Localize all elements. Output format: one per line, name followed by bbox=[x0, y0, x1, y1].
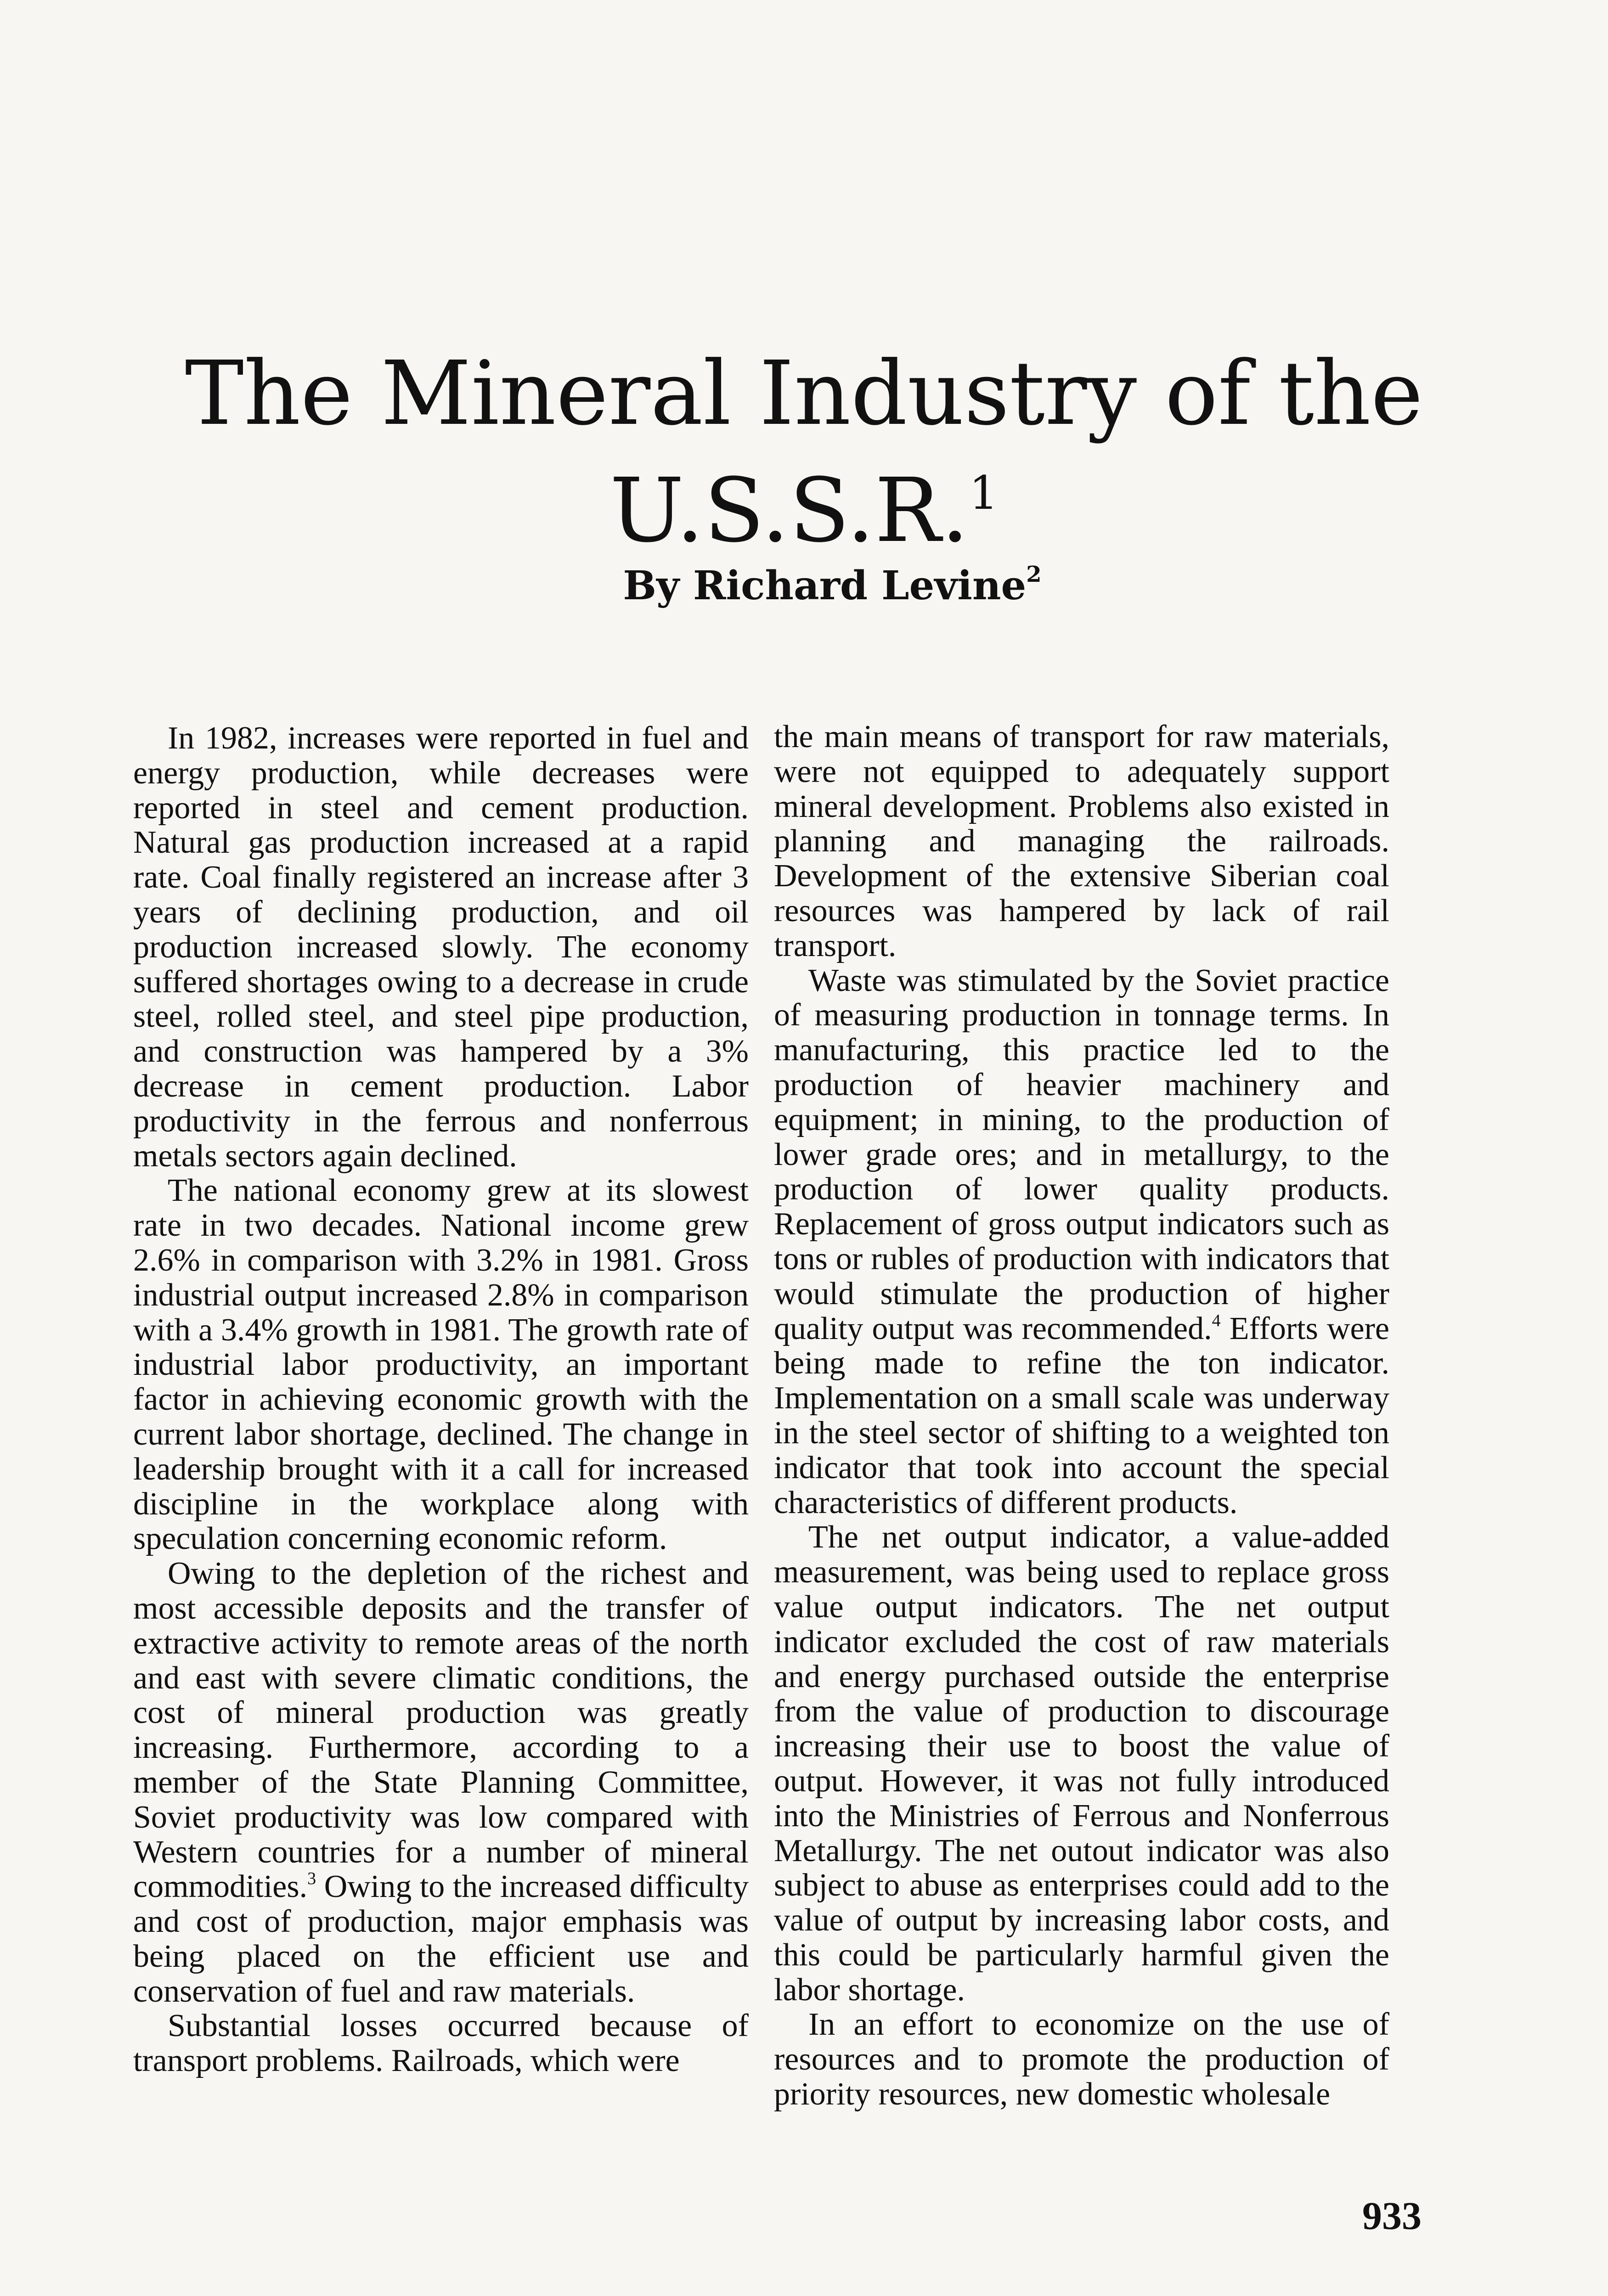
byline-footnote-marker: 2 bbox=[1026, 562, 1042, 587]
paragraph bbox=[774, 963, 1389, 1520]
title-country: U.S.S.R. bbox=[609, 460, 969, 562]
paragraph-text: Waste was stimulated by the Soviet practice of measuring production in tonnage terms. In manufacturing, this practice led to the production of heavier machinery and equipment; in mining, to the production of lower grade ores; and in metallurgy, to the production of lower quality products. Replacement of gross output indicators such as tons or rubles of production with indicators that would stimulate the production of higher quality output was recommended. bbox=[774, 962, 1389, 1346]
page-number: 933 bbox=[1362, 2194, 1422, 2238]
byline bbox=[580, 563, 1085, 609]
footnote-marker: 3 bbox=[307, 1869, 316, 1889]
paragraph bbox=[133, 1556, 749, 2009]
title-line-1: The Mineral Industry of the bbox=[185, 343, 1423, 445]
paragraph-text: Efforts were being made to refine the ton indicator. Implementation on a small scale was underway in the steel sector of shifting to a weighted ton indicator that took into account the special characteristics of different products. bbox=[774, 1311, 1389, 1520]
right-column bbox=[774, 720, 1389, 2112]
footnote-marker: 4 bbox=[1212, 1311, 1221, 1330]
article-title bbox=[0, 335, 1608, 569]
title-line-2 bbox=[0, 452, 1608, 569]
paragraph: the main means of transport for raw materials, were not equipped to adequately support mineral development. Problems also existed in planning and managing the railroads. Development of the extensive Siberian coal resources was hampered by lack of rail transport. bbox=[774, 719, 1389, 963]
paragraph: The net output indicator, a value-added measurement, was being used to replace gross value output indicators. The net output indicator excluded the cost of raw materials and energy purchased outside the enterprise from the value of production to discourage increasing their use to boost the value of output. However, it was not fully introduced into the Ministries of Ferrous and Nonferrous Metallurgy. The net outout indicator was also subject to abuse as enterprises could add to the value of output by increasing labor costs, and this could be particularly harmful given the labor shortage. bbox=[774, 1519, 1389, 2008]
paragraph-text: Owing to the increased difficulty and cost of production, major emphasis was being placed on the efficient use and conservation of fuel and raw materials. bbox=[133, 1869, 749, 2009]
paragraph: The national economy grew at its slowest rate in two decades. National income grew 2.6% in comparison with 3.2% in 1981. Gross industrial output increased 2.8% in comparison with a 3.4% growth in 1981. The growth rate of industrial labor productivity, an important factor in achieving economic growth with the current labor shortage, declined. The change in leadership brought with it a call for increased discipline in the workplace along with speculation concerning economic reform. bbox=[133, 1173, 749, 1557]
left-column bbox=[133, 721, 749, 2078]
paragraph-text: Owing to the depletion of the richest and most accessible deposits and the transfer of extractive activity to remote areas of the north and east with severe climatic conditions, the cost of mineral production was greatly increasing. Furthermore, according to a member of the State Planning Committee, Soviet productivity was low compared with Western countries for a number of mineral commodities. bbox=[133, 1556, 749, 1905]
title-footnote-marker: 1 bbox=[969, 466, 999, 520]
paragraph: In 1982, increases were reported in fuel and energy production, while decreases were reported in steel and cement production. Natural gas production increased at a rapid rate. Coal finally registered an increase after 3 years of declining production, and oil production increased slowly. The economy suffered shortages owing to a decrease in crude steel, rolled steel, and steel pipe production, and construction was hampered by a 3% decrease in cement production. Labor productivity in the ferrous and nonferrous metals sectors again declined. bbox=[133, 720, 749, 1174]
paragraph: Substantial losses occurred because of transport problems. Railroads, which were bbox=[133, 2008, 749, 2079]
author-name: By Richard Levine bbox=[623, 563, 1027, 609]
paragraph: In an effort to economize on the use of resources and to promote the production of priority resources, new domestic wholesale bbox=[774, 2007, 1389, 2112]
